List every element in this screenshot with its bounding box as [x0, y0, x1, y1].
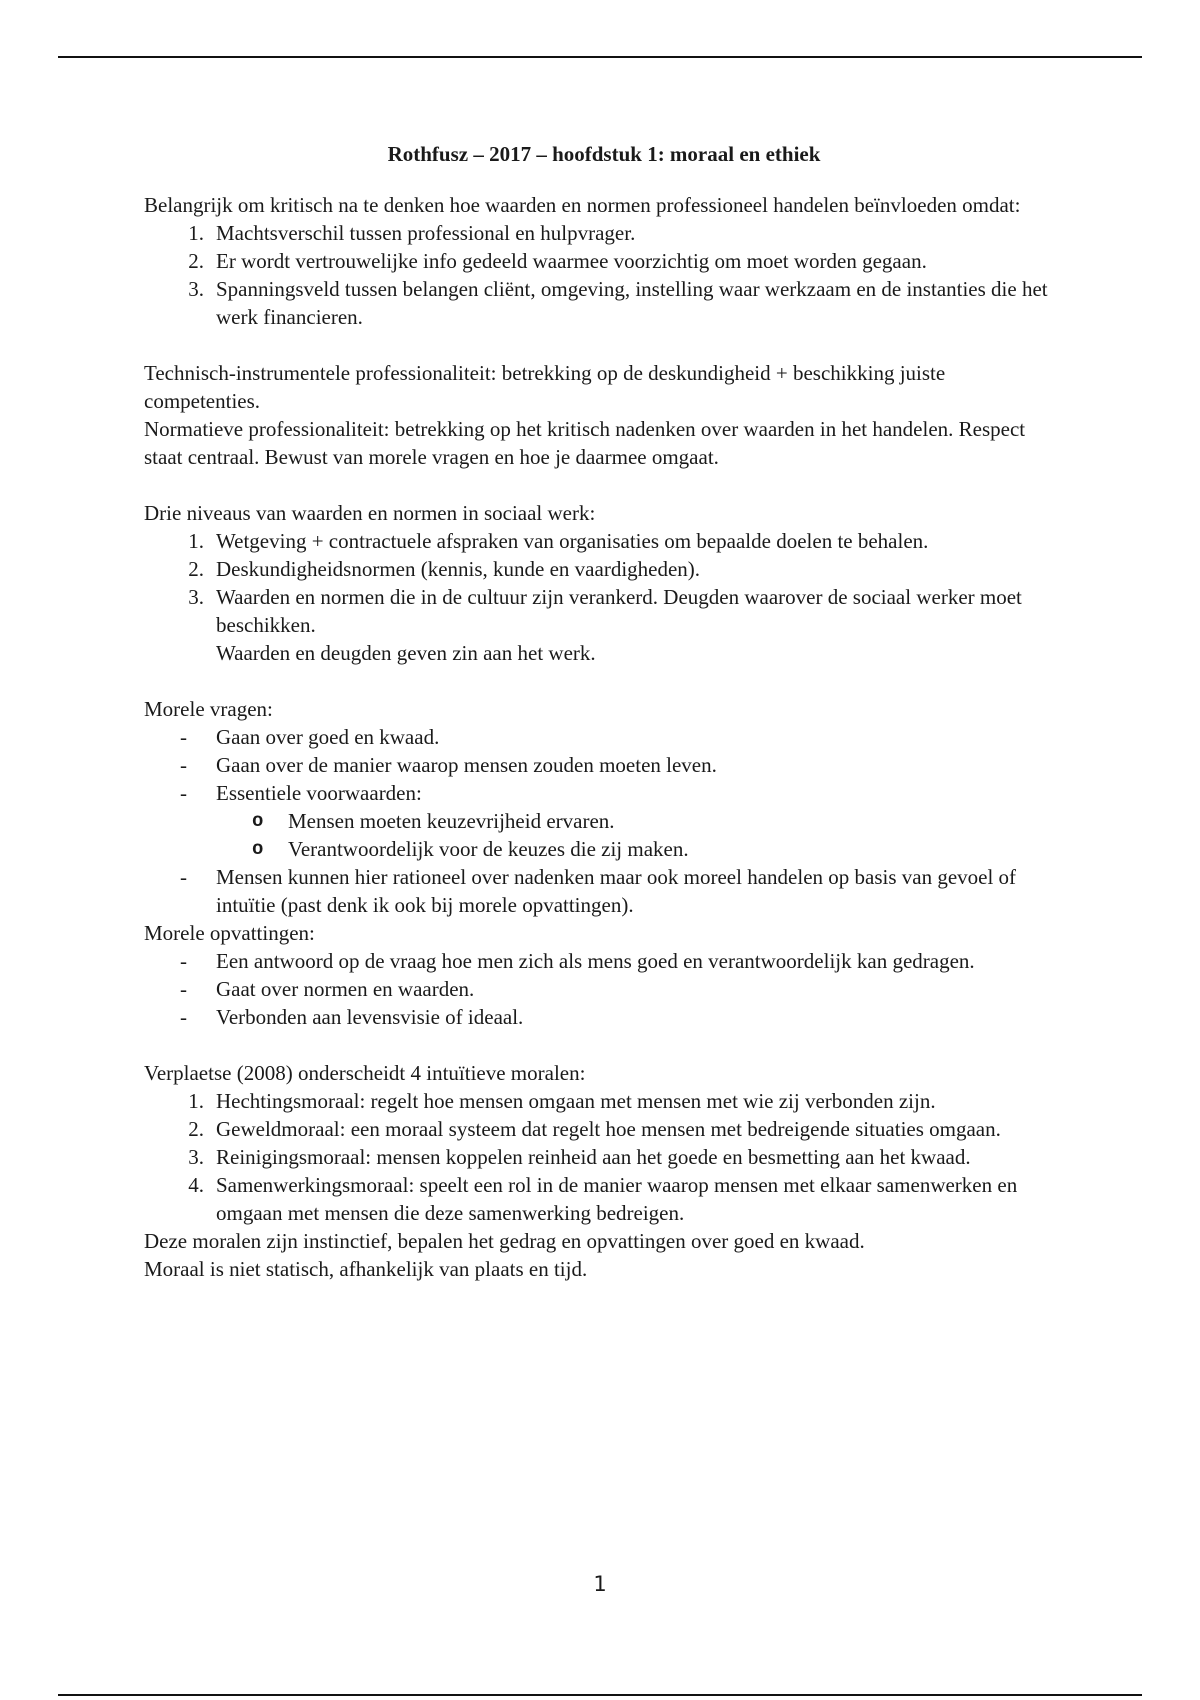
list-item-text: Verbonden aan levensvisie of ideaal. [216, 1005, 524, 1029]
list-marker: - [180, 865, 187, 889]
list-item-text: Een antwoord op de vraag hoe men zich als mens goed en verantwoordelijk kan gedragen. [216, 949, 975, 973]
list-item [144, 527, 1064, 555]
verplaetse-list [144, 1087, 1064, 1227]
sub-list-item-text: Verantwoordelijk voor de keuzes die zij maken. [288, 837, 689, 861]
normatief-paragraph: Normatieve professionaliteit: betrekking op het kritisch nadenken over waarden in het handelen. Respect staat centraal. Bewust van morele vragen en hoe je daarmee omgaat. [144, 417, 1026, 469]
list-item-continuation: Waarden en deugden geven zin aan het werk. [216, 641, 596, 665]
closing-line-2: Moraal is niet statisch, afhankelijk van plaats en tijd. [144, 1257, 588, 1281]
page-number: 1 [593, 1572, 607, 1596]
list-item-text: Hechtingsmoraal: regelt hoe mensen omgaan met mensen met wie zij verbonden zijn. [216, 1089, 936, 1113]
list-item [144, 219, 1064, 247]
list-marker: - [180, 753, 187, 777]
list-item [144, 1115, 1064, 1143]
list-item-text: Samenwerkingsmoraal: speelt een rol in de manier waarop mensen met elkaar samenwerken en omgaan met mensen die deze samenwerking bedreigen. [216, 1173, 1018, 1225]
list-marker: 2. [188, 249, 204, 273]
list-item [144, 1171, 1064, 1227]
list-item [144, 751, 1064, 779]
list-marker: - [180, 949, 187, 973]
morele-vragen-heading: Morele vragen: [144, 697, 273, 721]
list-item [144, 947, 1064, 975]
spacer [144, 471, 1064, 499]
sub-list-item [216, 835, 1064, 863]
list-marker: 3. [188, 277, 204, 301]
list-item [144, 1003, 1064, 1031]
spacer [144, 331, 1064, 359]
footer-rule [58, 1694, 1142, 1696]
list-item-text: Gaan over goed en kwaad. [216, 725, 440, 749]
spacer [144, 667, 1064, 695]
list-marker: 4. [188, 1173, 204, 1197]
list-marker: 1. [188, 529, 204, 553]
morele-vragen-list [144, 723, 1064, 919]
list-marker: 2. [188, 1117, 204, 1141]
list-marker: 3. [188, 585, 204, 609]
list-marker: - [180, 725, 187, 749]
intro-list [144, 219, 1064, 331]
niveaus-heading: Drie niveaus van waarden en normen in sociaal werk: [144, 501, 596, 525]
list-item-text: Spanningsveld tussen belangen cliënt, omgeving, instelling waar werkzaam en de instanties die het werk financieren. [216, 277, 1048, 329]
list-item [144, 1143, 1064, 1171]
morele-opvattingen-heading: Morele opvattingen: [144, 921, 315, 945]
list-item-text: Essentiele voorwaarden: [216, 781, 422, 805]
list-item-text: Machtsverschil tussen professional en hulpvrager. [216, 221, 636, 245]
list-item [144, 1087, 1064, 1115]
verplaetse-heading: Verplaetse (2008) onderscheidt 4 intuïtieve moralen: [144, 1061, 586, 1085]
list-item-text: Gaat over normen en waarden. [216, 977, 475, 1001]
sub-list-marker: o [252, 810, 264, 832]
list-item [144, 863, 1064, 919]
list-item [144, 275, 1064, 331]
list-item-text: Waarden en normen die in de cultuur zijn verankerd. Deugden waarover de sociaal werker moet beschikken. [216, 585, 1022, 637]
list-item-text: Geweldmoraal: een moraal systeem dat regelt hoe mensen met bedreigende situaties omgaan. [216, 1117, 1001, 1141]
list-marker: 2. [188, 557, 204, 581]
niveaus-list [144, 527, 1064, 667]
sub-list-marker: o [252, 838, 264, 860]
list-item-text: Gaan over de manier waarop mensen zouden moeten leven. [216, 753, 717, 777]
list-item-text: Deskundigheidsnormen (kennis, kunde en vaardigheden). [216, 557, 701, 581]
technisch-paragraph: Technisch-instrumentele professionaliteit: betrekking op de deskundigheid + beschikking juiste competenties. [144, 361, 946, 413]
sub-list-item [216, 807, 1064, 835]
list-item [144, 247, 1064, 275]
sub-list-item-text: Mensen moeten keuzevrijheid ervaren. [288, 809, 615, 833]
document-page [144, 140, 1064, 1283]
morele-opvattingen-list [144, 947, 1064, 1031]
list-item-text: Wetgeving + contractuele afspraken van organisaties om bepaalde doelen te behalen. [216, 529, 929, 553]
list-marker: - [180, 1005, 187, 1029]
list-item-text: Reinigingsmoraal: mensen koppelen reinheid aan het goede en besmetting aan het kwaad. [216, 1145, 971, 1169]
list-item [144, 975, 1064, 1003]
closing-line-1: Deze moralen zijn instinctief, bepalen het gedrag en opvattingen over goed en kwaad. [144, 1229, 865, 1253]
document-title: Rothfusz – 2017 – hoofdstuk 1: moraal en ethiek [387, 142, 821, 166]
list-item [144, 779, 1064, 863]
spacer [144, 1031, 1064, 1059]
list-item-text: Mensen kunnen hier rationeel over nadenken maar ook moreel handelen op basis van gevoel of intuïtie (past denk ik ook bij morele opvattingen). [216, 865, 1017, 917]
list-marker: - [180, 781, 187, 805]
list-marker: - [180, 977, 187, 1001]
list-item [144, 555, 1064, 583]
list-item [144, 723, 1064, 751]
list-marker: 1. [188, 1089, 204, 1113]
intro-paragraph: Belangrijk om kritisch na te denken hoe waarden en normen professioneel handelen beïnvloeden omdat: [144, 193, 1021, 217]
list-item-text: Er wordt vertrouwelijke info gedeeld waarmee voorzichtig om moet worden gegaan. [216, 249, 927, 273]
list-item [144, 583, 1064, 667]
header-rule [58, 56, 1142, 58]
list-marker: 1. [188, 221, 204, 245]
sub-list [216, 807, 1064, 863]
list-marker: 3. [188, 1145, 204, 1169]
